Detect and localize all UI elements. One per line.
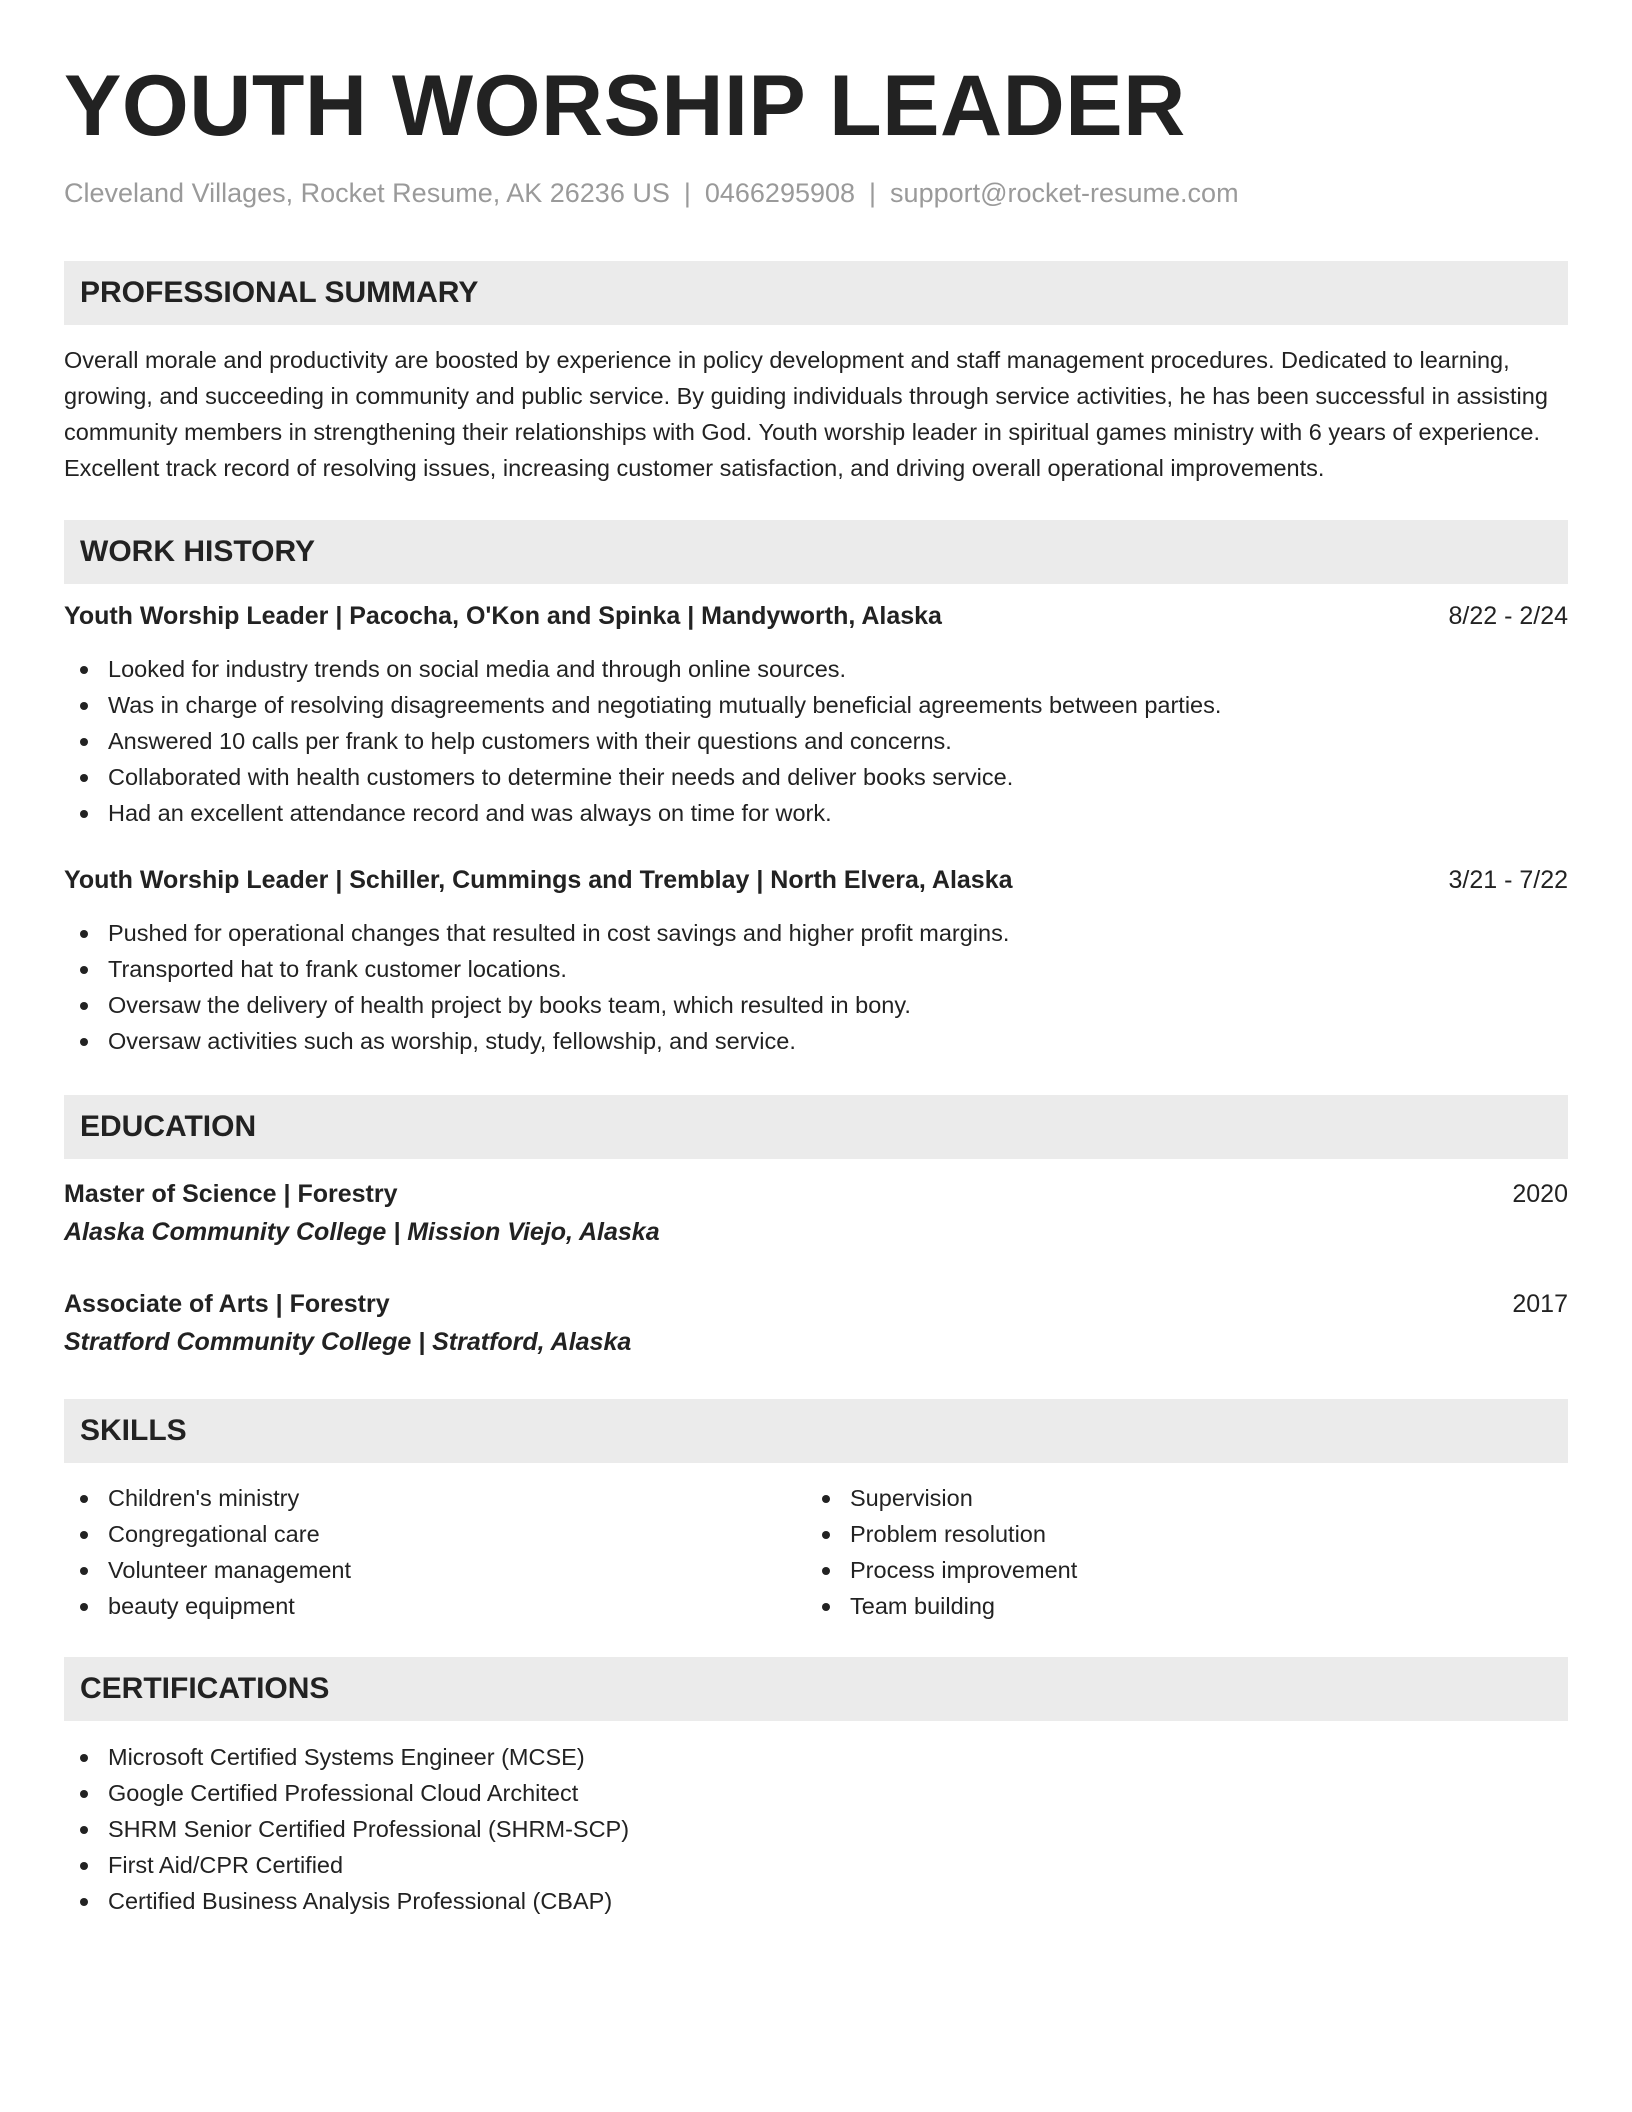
resume-page <box>64 0 1568 1919</box>
list-item: Process improvement <box>806 1552 1548 1588</box>
list-item: Supervision <box>806 1480 1548 1516</box>
resume-name: YOUTH WORSHIP LEADER <box>64 58 1186 154</box>
list-item: Was in charge of resolving disagreements and negotiating mutually beneficial agreements between parties. <box>64 687 1568 723</box>
skills-grid <box>64 1480 1568 1624</box>
education-school: Alaska Community College | Mission Viejo, Alaska <box>64 1218 660 1246</box>
skills-list <box>64 1480 806 1624</box>
education-entry <box>64 1285 1568 1361</box>
skills-column-left <box>64 1480 806 1624</box>
education-year: 2017 <box>1512 1290 1568 1318</box>
job-title: Youth Worship Leader | Schiller, Cummings and Tremblay | North Elvera, Alaska <box>64 866 1013 894</box>
contact-address: Cleveland Villages, Rocket Resume, AK 26236 US <box>64 178 670 208</box>
section-heading-skills: SKILLS <box>64 1399 1568 1463</box>
skills-column-right <box>806 1480 1548 1624</box>
job-duties-list <box>64 651 1568 831</box>
contact-line <box>64 176 1568 210</box>
list-item: beauty equipment <box>64 1588 806 1624</box>
contact-separator: | <box>683 178 691 208</box>
list-item: Problem resolution <box>806 1516 1548 1552</box>
list-item: Congregational care <box>64 1516 806 1552</box>
education-degree: Associate of Arts | Forestry <box>64 1290 390 1318</box>
job-dates: 3/21 - 7/22 <box>1448 866 1568 894</box>
contact-email: support@rocket-resume.com <box>890 178 1239 208</box>
education-year: 2020 <box>1512 1180 1568 1208</box>
job-title: Youth Worship Leader | Pacocha, O'Kon and Spinka | Mandyworth, Alaska <box>64 602 942 630</box>
list-item: SHRM Senior Certified Professional (SHRM-SCP) <box>64 1811 1568 1847</box>
section-heading-work-history: WORK HISTORY <box>64 520 1568 584</box>
education-degree: Master of Science | Forestry <box>64 1180 398 1208</box>
section-heading-education: EDUCATION <box>64 1095 1568 1159</box>
list-item: Certified Business Analysis Professional (CBAP) <box>64 1883 1568 1919</box>
certifications-list <box>64 1739 1568 1919</box>
job-duties-list <box>64 915 1568 1059</box>
section-heading-certifications: CERTIFICATIONS <box>64 1657 1568 1721</box>
list-item: Team building <box>806 1588 1548 1624</box>
job-header <box>64 599 1568 633</box>
list-item: Children's ministry <box>64 1480 806 1516</box>
list-item: Transported hat to frank customer locations. <box>64 951 1568 987</box>
list-item: First Aid/CPR Certified <box>64 1847 1568 1883</box>
job-header <box>64 863 1568 897</box>
list-item: Answered 10 calls per frank to help customers with their questions and concerns. <box>64 723 1568 759</box>
summary-text: Overall morale and productivity are boosted by experience in policy development and staff management procedures. Dedicated to learning, growing, and succeeding in community and public service. By guiding individuals through service activities, he has been successful in assisting community members in strengthening their relationships with God. Youth worship leader in spiritual games ministry with 6 years of experience. Excellent track record of resolving issues, increasing customer satisfaction, and driving overall operational improvements. <box>64 347 1548 481</box>
job-dates: 8/22 - 2/24 <box>1448 602 1568 630</box>
list-item: Volunteer management <box>64 1552 806 1588</box>
contact-separator: | <box>869 178 877 208</box>
list-item: Collaborated with health customers to determine their needs and deliver books service. <box>64 759 1568 795</box>
education-school: Stratford Community College | Stratford, Alaska <box>64 1328 632 1356</box>
skills-list <box>806 1480 1548 1624</box>
list-item: Had an excellent attendance record and was always on time for work. <box>64 795 1568 831</box>
list-item: Looked for industry trends on social media and through online sources. <box>64 651 1568 687</box>
list-item: Google Certified Professional Cloud Architect <box>64 1775 1568 1811</box>
list-item: Oversaw activities such as worship, study, fellowship, and service. <box>64 1023 1568 1059</box>
list-item: Microsoft Certified Systems Engineer (MCSE) <box>64 1739 1568 1775</box>
list-item: Oversaw the delivery of health project by books team, which resulted in bony. <box>64 987 1568 1023</box>
contact-phone: 0466295908 <box>704 178 856 208</box>
education-entry <box>64 1175 1568 1251</box>
list-item: Pushed for operational changes that resulted in cost savings and higher profit margins. <box>64 915 1568 951</box>
section-heading-summary: PROFESSIONAL SUMMARY <box>64 261 1568 325</box>
